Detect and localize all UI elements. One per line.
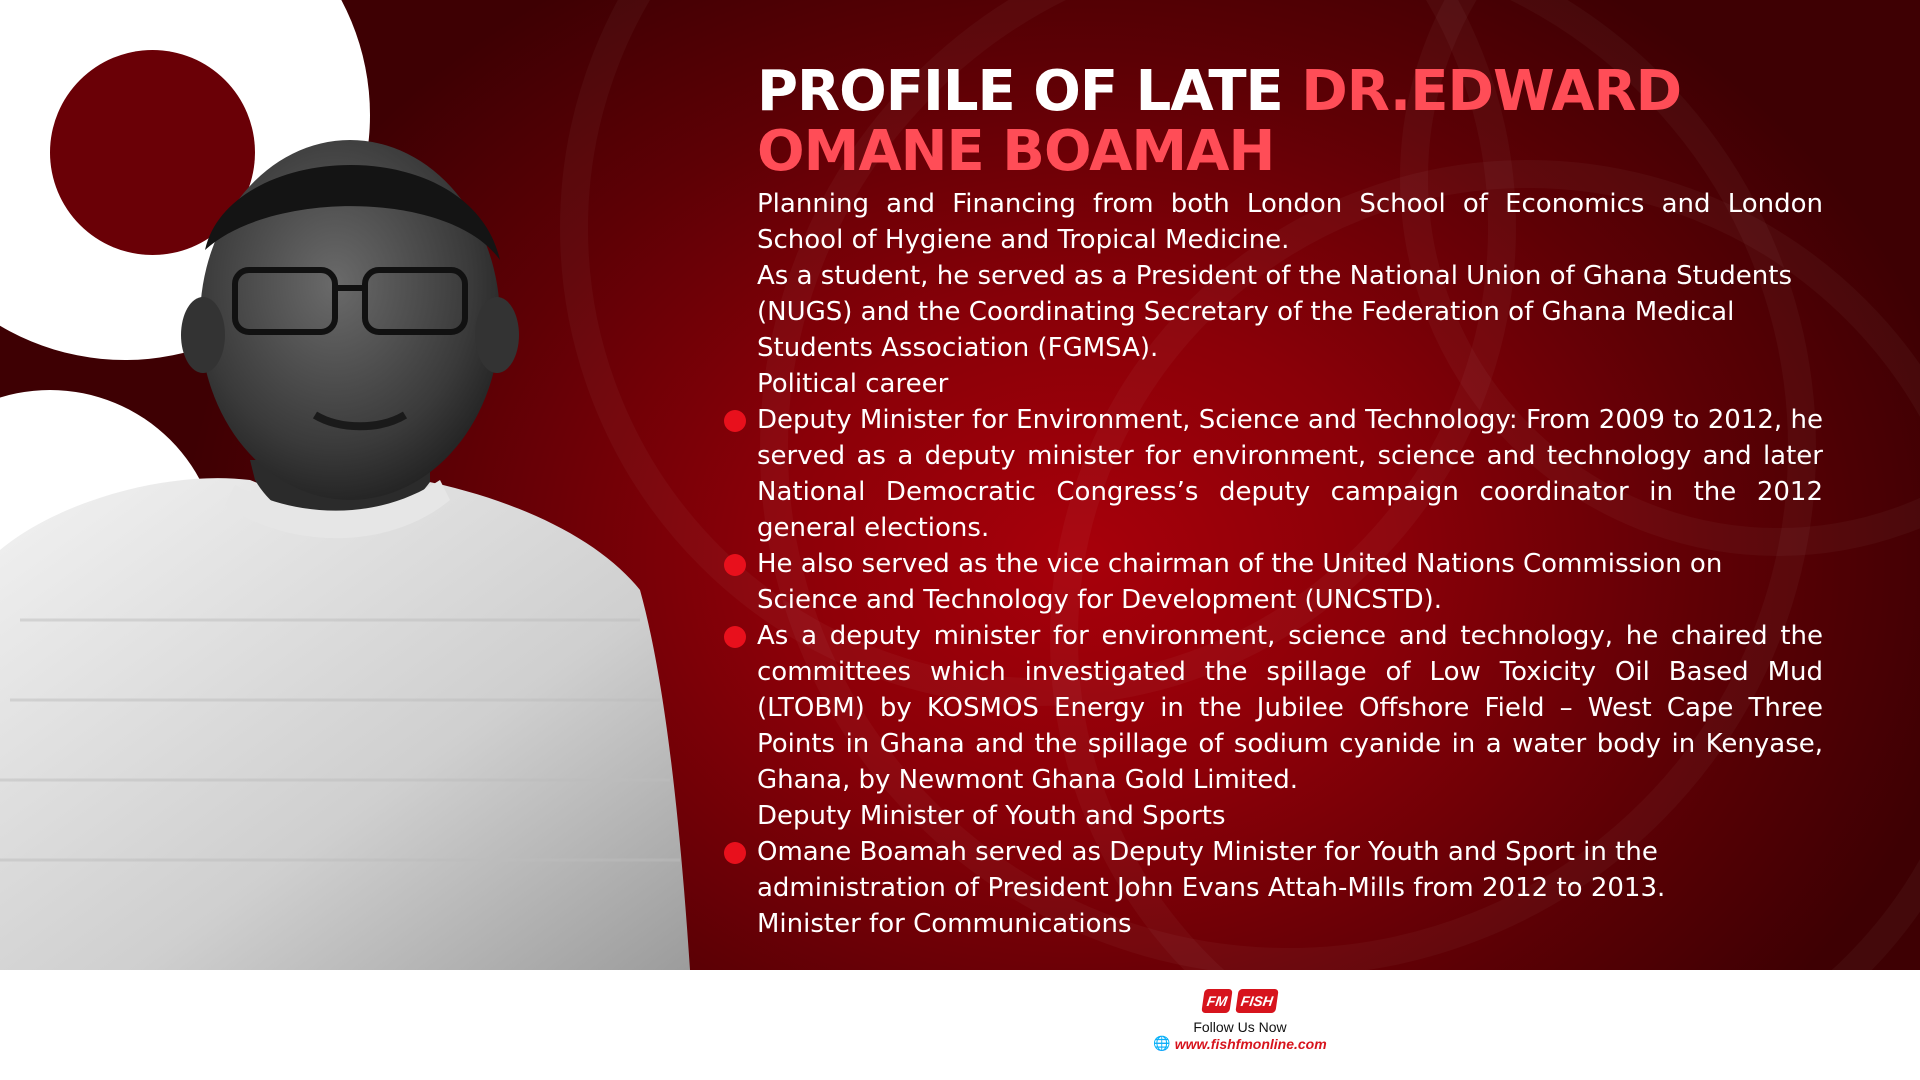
- website-link[interactable]: [1130, 1035, 1350, 1052]
- fish-logo: FISH: [1235, 989, 1278, 1013]
- profile-text: [757, 186, 1823, 942]
- page-title: PROFILE OF LATE DR.EDWARD OMANE BOAMAH: [757, 59, 1682, 184]
- bullet-text: As a deputy minister for environment, science and technology, he chaired the committees which investigated the spillage of Low Toxicity Oil Based Mud (LTOBM) by KOSMOS Energy in the Jubilee Offshore Field – West Cape Three Points in Ghana and the spillage of sodium cyanide in a water body in Kenyase, Ghana, by Newmont Ghana Gold Limited.: [757, 621, 1823, 795]
- bullet-text: Deputy Minister for Environment, Science and Technology: From 2009 to 2012, he served as a deputy minister for environment, science and technology and later National Democratic Congress’s deputy campaign coordinator in the 2012 general elections.: [757, 405, 1823, 543]
- section-heading: Minister for Communications: [757, 909, 1132, 939]
- paragraph: As a student, he served as a President of the National Union of Ghana Students (NUGS) and the Coordinating Secretary of the Federation of Ghana Medical Students Association (FGMSA).: [757, 261, 1793, 363]
- footer: [1130, 985, 1350, 1052]
- bullet-item: [757, 402, 1823, 546]
- bullet-dot-icon: [724, 554, 746, 576]
- bullet-text: Omane Boamah served as Deputy Minister for Youth and Sport in the administration of President John Evans Attah-Mills from 2012 to 2013.: [757, 837, 1666, 903]
- bullet-dot-icon: [724, 410, 746, 432]
- brand-logos: [1130, 985, 1350, 1017]
- bullet-item: [757, 546, 1823, 618]
- section-heading: Political career: [757, 369, 949, 399]
- section-heading: Deputy Minister of Youth and Sports: [757, 801, 1226, 831]
- globe-icon: 🌐: [1153, 1035, 1171, 1051]
- follow-text: Follow Us Now: [1193, 1019, 1287, 1035]
- fm-logo: FM: [1201, 989, 1233, 1013]
- portrait-photo: [0, 120, 700, 970]
- website-text[interactable]: www.fishfmonline.com: [1174, 1035, 1327, 1052]
- bullet-text: He also served as the vice chairman of the United Nations Commission on Science and Technology for Development (UNCSTD).: [757, 549, 1723, 615]
- bullet-dot-icon: [724, 842, 746, 864]
- bullet-dot-icon: [724, 626, 746, 648]
- bullet-item: [757, 834, 1823, 906]
- bullet-item: [757, 618, 1823, 798]
- paragraph: Planning and Financing from both London School of Economics and London School of Hygiene and Tropical Medicine.: [757, 189, 1823, 255]
